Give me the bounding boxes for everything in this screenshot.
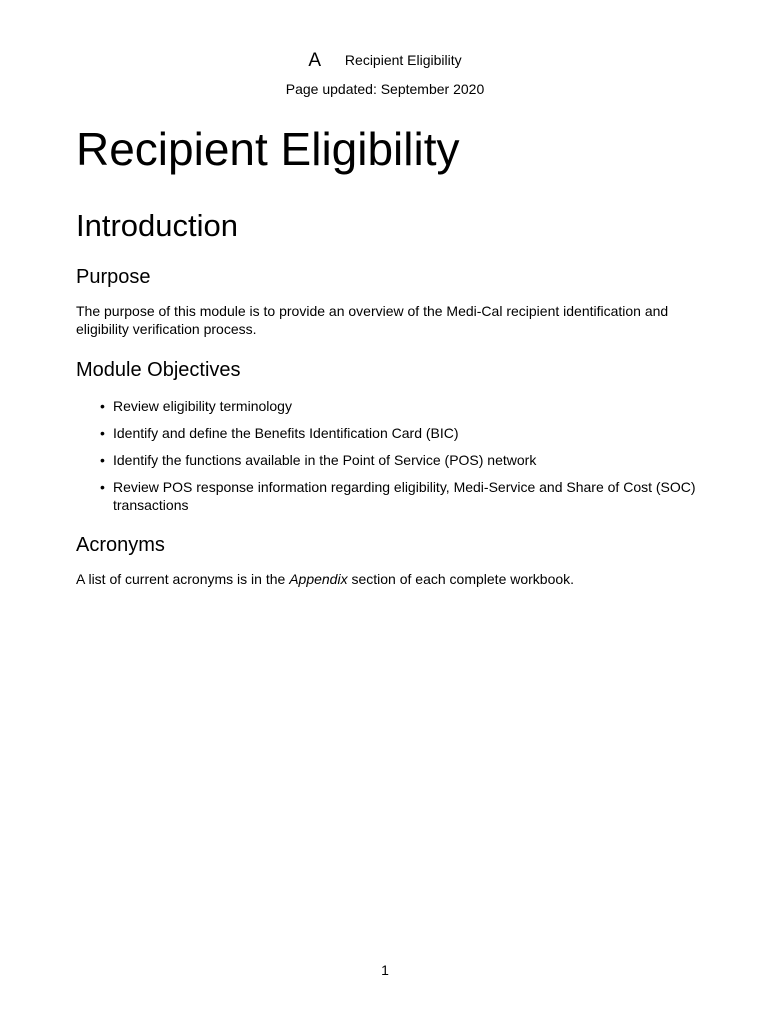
acronyms-text-start: A list of current acronyms is in the bbox=[76, 571, 290, 587]
section-letter: A bbox=[308, 50, 322, 71]
acronyms-text bbox=[76, 570, 696, 588]
list-item bbox=[76, 397, 696, 415]
objective-text: Identify and define the Benefits Identification Card (BIC) bbox=[113, 425, 459, 441]
bullet-icon: • bbox=[100, 452, 105, 468]
acronyms-text-end: section of each complete workbook. bbox=[347, 571, 575, 587]
purpose-heading: Purpose bbox=[76, 266, 151, 288]
page-number: 1 bbox=[381, 962, 389, 978]
list-item bbox=[76, 451, 696, 469]
objective-text: Review POS response information regarding eligibility, Medi-Service and Share of Cost (SOC) transactions bbox=[113, 479, 696, 513]
objectives-list bbox=[76, 397, 696, 514]
introduction-heading: Introduction bbox=[76, 208, 238, 243]
objective-text: Identify the functions available in the Point of Service (POS) network bbox=[113, 452, 537, 468]
purpose-text: The purpose of this module is to provide an overview of the Medi-Cal recipient identification and eligibility verification process. bbox=[76, 303, 669, 337]
running-header-title: Recipient Eligibility bbox=[344, 52, 462, 68]
acronyms-heading: Acronyms bbox=[76, 534, 165, 556]
list-item bbox=[76, 478, 696, 514]
document-title: Recipient Eligibility bbox=[76, 123, 460, 175]
page-content bbox=[76, 120, 696, 588]
bullet-icon: • bbox=[100, 425, 105, 441]
objective-text: Review eligibility terminology bbox=[113, 398, 292, 414]
running-header bbox=[0, 50, 770, 71]
list-item bbox=[76, 424, 696, 442]
page-updated-date: Page updated: September 2020 bbox=[285, 81, 485, 97]
objectives-heading: Module Objectives bbox=[76, 359, 241, 381]
appendix-reference: Appendix bbox=[289, 571, 348, 587]
bullet-icon: • bbox=[100, 398, 105, 414]
bullet-icon: • bbox=[100, 479, 105, 495]
